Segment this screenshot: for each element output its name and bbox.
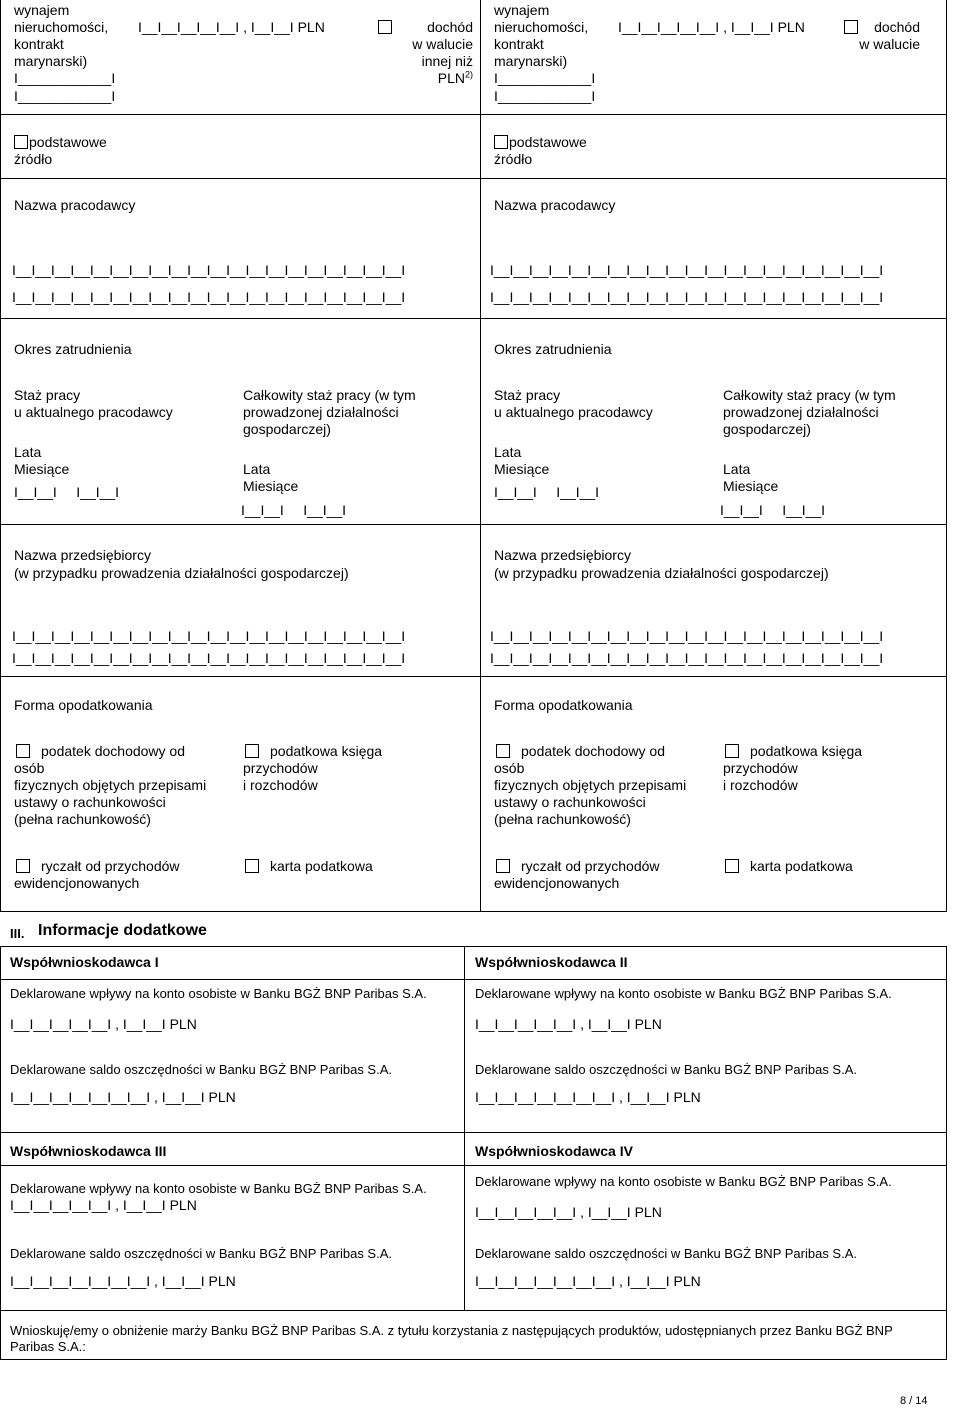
co1-savings-label: Deklarowane saldo oszczędności w Banku BGŻ BNP Paribas S.A.: [10, 1062, 392, 1077]
left-current-fields[interactable]: I__I__I I__I__I: [14, 484, 120, 500]
table-border-right: [946, 946, 947, 1360]
co2-savings-label: Deklarowane saldo oszczędności w Banku BGŻ BNP Paribas S.A.: [475, 1062, 857, 1077]
row-divider: [0, 114, 947, 115]
right-months-label: Miesiące: [494, 461, 550, 477]
right-tax-card-checkbox[interactable]: [725, 858, 743, 875]
left-blank-field-2[interactable]: I____________I: [14, 88, 116, 104]
table-border-middle: [480, 0, 481, 524]
left-taxation-label: Forma opodatkowania: [14, 697, 153, 713]
row-divider: [0, 1310, 947, 1311]
section-title: Informacje dodatkowe: [38, 922, 207, 939]
co2-savings-fields[interactable]: I__I__I__I__I__I__I__I , I__I__I PLN: [475, 1089, 701, 1105]
right-ledger-label: podatkowa księga przychodów i rozchodów: [723, 743, 863, 793]
right-years-label: Lata: [494, 444, 522, 460]
row-divider: [0, 979, 947, 980]
left-employer-label: Nazwa pracodawcy: [14, 197, 136, 213]
co3-savings-fields[interactable]: I__I__I__I__I__I__I__I , I__I__I PLN: [10, 1273, 236, 1289]
co4-savings-label: Deklarowane saldo oszczędności w Banku BGŻ BNP Paribas S.A.: [475, 1246, 857, 1261]
left-income-tax-label: podatek dochodowy od osób fizycznych objętych przepisami ustawy o rachunkowości (pełna rachunkowość): [14, 743, 207, 827]
table-border-bottom: [0, 1359, 947, 1360]
left-currency-label: dochód w walucie innej niż PLN$^{2)}$: [412, 19, 473, 86]
right-taxation-label: Forma opodatkowania: [494, 697, 633, 713]
row-divider: [0, 524, 947, 525]
left-employer-field-2[interactable]: I__I__I__I__I__I__I__I__I__I__I__I__I__I__I__I__I__I__I__I__I: [12, 289, 406, 305]
footnote-mark: 2): [464, 69, 473, 80]
right-employer-field-1[interactable]: I__I__I__I__I__I__I__I__I__I__I__I__I__I__I__I__I__I__I__I__I: [490, 262, 884, 278]
margin-reduction-request: Wnioskuję/emy o obniżenie marży Banku BGŻ BNP Paribas S.A. z tytułu korzystania z następujących produktów, udostępnianych przez Banku BGŻ BNP Paribas S.A.:: [10, 1323, 893, 1354]
right-employer-label: Nazwa pracodawcy: [494, 197, 616, 213]
right-total-fields[interactable]: I__I__I I__I__I: [720, 502, 826, 518]
table-border-middle: [464, 946, 465, 1310]
right-main-source-label: podstawowe źródło: [494, 134, 587, 167]
table-border-right: [946, 524, 947, 912]
table-border-left: [0, 0, 1, 524]
row-divider: [0, 676, 947, 677]
co1-inflows-label: Deklarowane wpływy na konto osobiste w Banku BGŻ BNP Paribas S.A.: [10, 986, 427, 1001]
left-blank-field-1[interactable]: I____________I: [14, 70, 116, 86]
right-current-fields[interactable]: I__I__I I__I__I: [494, 484, 600, 500]
left-employment-period-label: Okres zatrudnienia: [14, 341, 132, 357]
left-entrepreneur-field-1[interactable]: I__I__I__I__I__I__I__I__I__I__I__I__I__I__I__I__I__I__I__I__I: [12, 628, 406, 644]
checkbox-icon: [245, 859, 259, 873]
co3-inflows-fields[interactable]: I__I__I__I__I__I , I__I__I PLN: [10, 1197, 197, 1213]
left-total-fields[interactable]: I__I__I I__I__I: [241, 502, 347, 518]
table-border-middle: [480, 524, 481, 912]
table-border-right: [946, 0, 947, 524]
co-applicant-1-header: Współwnioskodawca I: [10, 954, 159, 970]
row-divider: [0, 1165, 947, 1166]
right-currency-label: dochód w walucie: [859, 19, 920, 52]
left-total-years-label: Lata: [243, 461, 271, 477]
checkbox-icon: [725, 859, 739, 873]
co-applicant-2-header: Współwnioskodawca II: [475, 954, 628, 970]
co-applicant-4-header: Współwnioskodawca IV: [475, 1143, 633, 1159]
right-lump-sum-label: ryczałt od przychodów ewidencjonowanych: [494, 858, 660, 891]
co4-savings-fields[interactable]: I__I__I__I__I__I__I__I , I__I__I PLN: [475, 1273, 701, 1289]
left-amount-fields[interactable]: I__I__I__I__I__I , I__I__I PLN: [138, 19, 325, 35]
right-blank-field-1[interactable]: I____________I: [494, 70, 596, 86]
right-tax-card-label: karta podatkowa: [750, 858, 853, 874]
right-entrepreneur-field-1[interactable]: I__I__I__I__I__I__I__I__I__I__I__I__I__I__I__I__I__I__I__I__I: [490, 628, 884, 644]
left-entrepreneur-field-2[interactable]: I__I__I__I__I__I__I__I__I__I__I__I__I__I__I__I__I__I__I__I__I: [12, 650, 406, 666]
left-employer-field-1[interactable]: I__I__I__I__I__I__I__I__I__I__I__I__I__I__I__I__I__I__I__I__I: [12, 262, 406, 278]
left-ledger-label: podatkowa księga przychodów i rozchodów: [243, 743, 383, 793]
left-tax-card-label: karta podatkowa: [270, 858, 373, 874]
left-entrepreneur-label: Nazwa przedsiębiorcy: [14, 547, 151, 563]
left-entrepreneur-sublabel: (w przypadku prowadzenia działalności gospodarczej): [14, 565, 349, 581]
page-number: 8 / 14: [900, 1395, 928, 1407]
left-total-months-label: Miesiące: [243, 478, 299, 494]
section-number: III.: [10, 926, 25, 941]
table-border-top: [0, 946, 947, 947]
left-tax-card-checkbox[interactable]: [245, 858, 263, 875]
table-border-left: [0, 946, 1, 1360]
co4-inflows-fields[interactable]: I__I__I__I__I__I , I__I__I PLN: [475, 1204, 662, 1220]
co3-inflows-label: Deklarowane wpływy na konto osobiste w Banku BGŻ BNP Paribas S.A.: [10, 1181, 427, 1196]
co1-inflows-fields[interactable]: I__I__I__I__I__I , I__I__I PLN: [10, 1016, 197, 1032]
co1-savings-fields[interactable]: I__I__I__I__I__I__I__I , I__I__I PLN: [10, 1089, 236, 1105]
right-total-years-label: Lata: [723, 461, 751, 477]
co3-savings-label: Deklarowane saldo oszczędności w Banku BGŻ BNP Paribas S.A.: [10, 1246, 392, 1261]
right-current-employer-label: Staż pracy u aktualnego pracodawcy: [494, 387, 653, 420]
table-border-left: [0, 524, 1, 912]
right-entrepreneur-sublabel: (w przypadku prowadzenia działalności gospodarczej): [494, 565, 829, 581]
row-divider: [0, 178, 947, 179]
right-total-months-label: Miesiące: [723, 478, 779, 494]
right-total-label: Całkowity staż pracy (w tym prowadzonej działalności gospodarczej): [723, 387, 896, 437]
right-employment-period-label: Okres zatrudnienia: [494, 341, 612, 357]
left-lump-sum-label: ryczałt od przychodów ewidencjonowanych: [14, 858, 180, 891]
left-main-source-label: podstawowe źródło: [14, 134, 107, 167]
right-employer-field-2[interactable]: I__I__I__I__I__I__I__I__I__I__I__I__I__I__I__I__I__I__I__I__I: [490, 289, 884, 305]
right-entrepreneur-label: Nazwa przedsiębiorcy: [494, 547, 631, 563]
right-blank-field-2[interactable]: I____________I: [494, 88, 596, 104]
right-rental-label: wynajem nieruchomości, kontrakt marynarski): [494, 2, 589, 69]
co-applicant-3-header: Współwnioskodawca III: [10, 1143, 167, 1159]
right-amount-fields[interactable]: I__I__I__I__I__I , I__I__I PLN: [618, 19, 805, 35]
row-divider: [0, 911, 947, 912]
row-divider: [0, 318, 947, 319]
left-months-label: Miesiące: [14, 461, 70, 477]
right-income-tax-label: podatek dochodowy od osób fizycznych objętych przepisami ustawy o rachunkowości (pełna rachunkowość): [494, 743, 687, 827]
left-years-label: Lata: [14, 444, 42, 460]
co4-inflows-label: Deklarowane wpływy na konto osobiste w Banku BGŻ BNP Paribas S.A.: [475, 1174, 892, 1189]
left-total-label: Całkowity staż pracy (w tym prowadzonej działalności gospodarczej): [243, 387, 416, 437]
left-rental-label: wynajem nieruchomości, kontrakt marynarski): [14, 2, 109, 69]
row-divider: [0, 1132, 947, 1133]
co2-inflows-fields[interactable]: I__I__I__I__I__I , I__I__I PLN: [475, 1016, 662, 1032]
right-entrepreneur-field-2[interactable]: I__I__I__I__I__I__I__I__I__I__I__I__I__I__I__I__I__I__I__I__I: [490, 650, 884, 666]
left-current-employer-label: Staż pracy u aktualnego pracodawcy: [14, 387, 173, 420]
co2-inflows-label: Deklarowane wpływy na konto osobiste w Banku BGŻ BNP Paribas S.A.: [475, 986, 892, 1001]
